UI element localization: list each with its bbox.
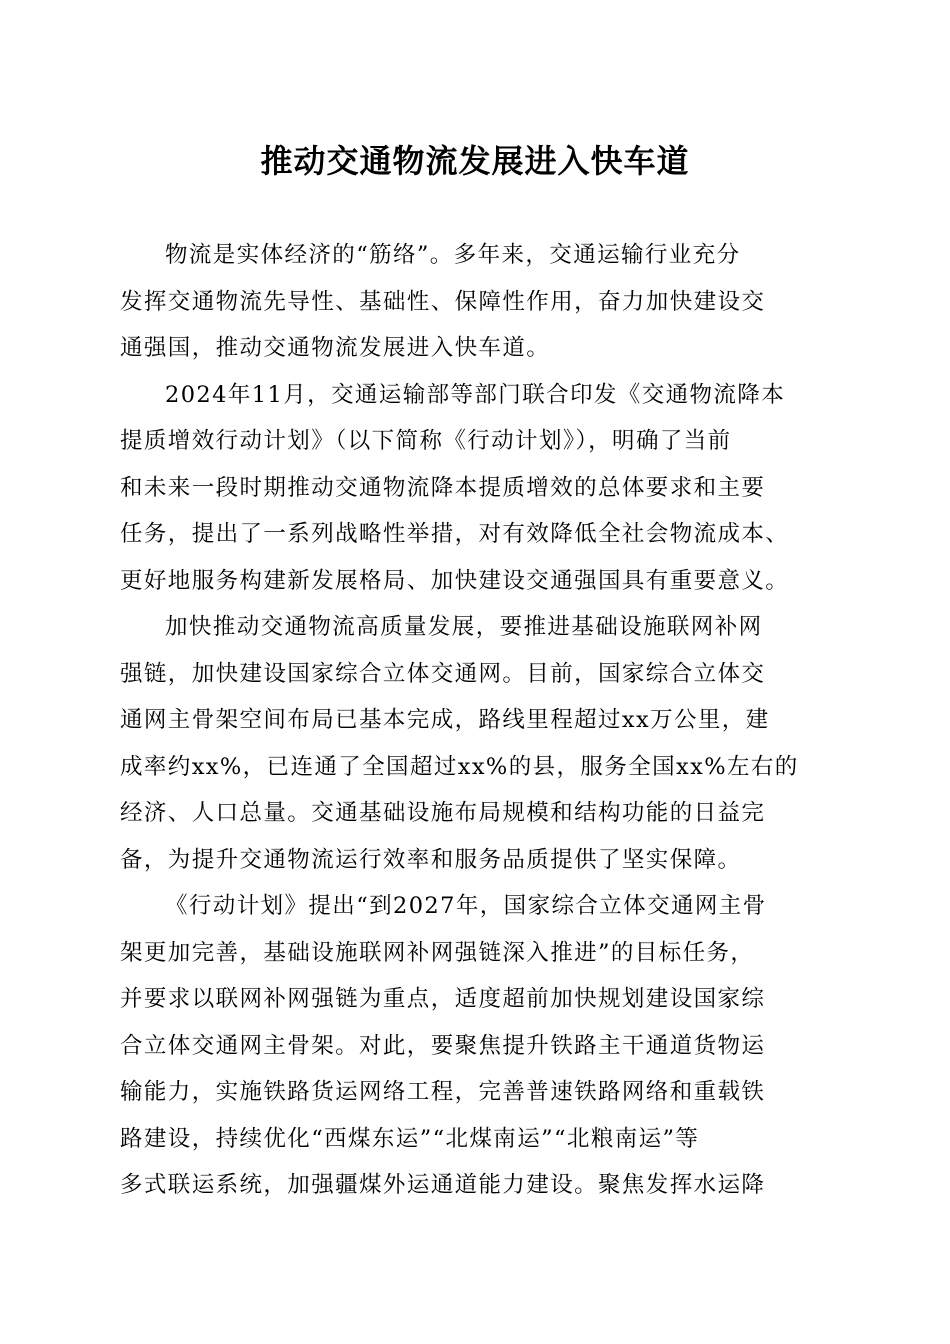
- text-line: 合立体交通网主骨架。对此，要聚焦提升铁路主干通道货物运: [120, 1032, 766, 1059]
- paragraph-1: [120, 232, 832, 372]
- text-line: 经济、人口总量。交通基础设施布局规模和结构功能的日益完: [120, 800, 766, 826]
- text-line: 通强国，推动交通物流发展进入快车道。: [120, 335, 551, 361]
- text-line: 任务，提出了一系列战略性举措，对有效降低全社会物流成本、: [120, 521, 790, 547]
- text-line: 输能力，实施铁路货运网络工程，完善普速铁路网络和重载铁: [120, 1079, 766, 1105]
- text-line: 备，为提升交通物流运行效率和服务品质提供了坚实保障。: [120, 846, 742, 873]
- text-line: 和未来一段时期推动交通物流降本提质增效的总体要求和主要: [120, 474, 766, 501]
- text-line: 发挥交通物流先导性、基础性、保障性作用，奋力加快建设交: [120, 288, 766, 315]
- text-line: 成率约xx%，已连通了全国超过xx%的县，服务全国xx%左右的: [120, 753, 799, 780]
- text-line: 更好地服务构建新发展格局、加快建设交通强国具有重要意义。: [120, 567, 790, 594]
- text-line: 《行动计划》提出“到2027年，国家综合立体交通网主骨: [165, 893, 767, 919]
- text-line: 架更加完善，基础设施联网补网强链深入推进”的目标任务，: [120, 939, 755, 966]
- document-title: 推动交通物流发展进入快车道: [260, 142, 690, 180]
- text-line: 2024年11月，交通运输部等部门联合印发《交通物流降本: [165, 381, 786, 408]
- document-body: [120, 232, 832, 1209]
- paragraph-2: [120, 372, 832, 605]
- text-line: 加快推动交通物流高质量发展，要推进基础设施联网补网: [165, 614, 763, 640]
- text-line: 并要求以联网补网强链为重点，适度超前加快规划建设国家综: [120, 986, 766, 1012]
- text-line: 强链，加快建设国家综合立体交通网。目前，国家综合立体交: [120, 660, 766, 687]
- text-line: 提质增效行动计划》（以下简称《行动计划》），明确了当前: [120, 428, 732, 454]
- text-line: 通网主骨架空间布局已基本完成，路线里程超过xx万公里，建: [120, 707, 770, 733]
- text-line: 物流是实体经济的“筋络”。多年来，交通运输行业充分: [165, 242, 741, 268]
- paragraph-3: [120, 604, 832, 883]
- text-line: 路建设，持续优化“西煤东运”“北煤南运”“北粮南运”等: [120, 1125, 700, 1152]
- paragraph-4: [120, 883, 832, 1209]
- text-line: 多式联运系统，加强疆煤外运通道能力建设。聚焦发挥水运降: [120, 1172, 766, 1198]
